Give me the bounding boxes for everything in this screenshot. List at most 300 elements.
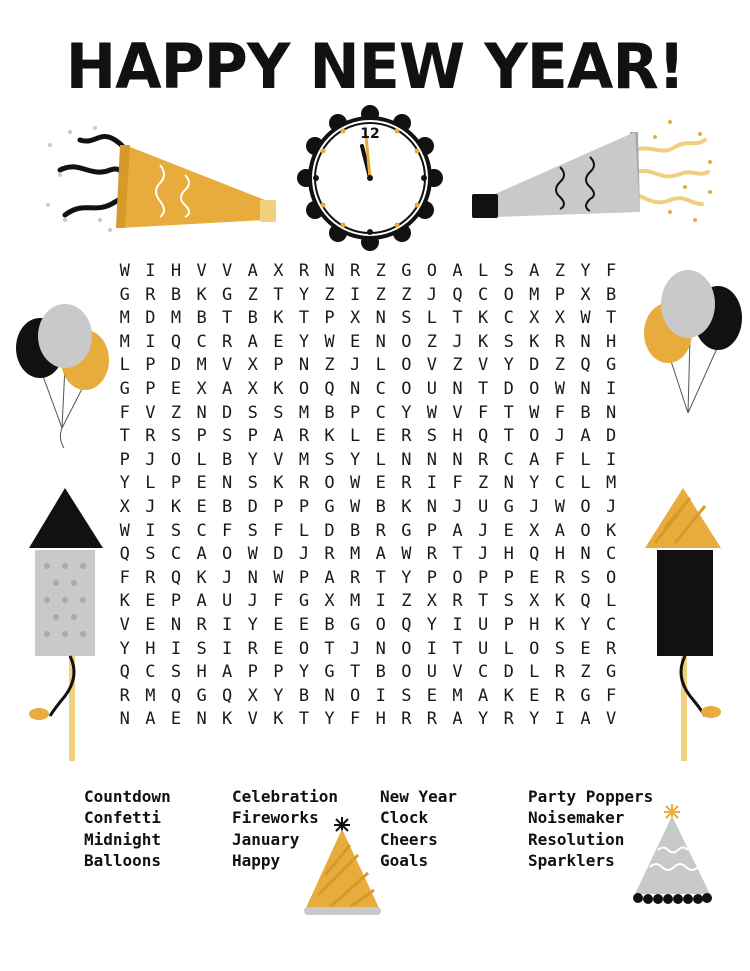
grid-letter: E [580, 638, 591, 659]
grid-letter: W [426, 402, 438, 423]
grid-letter: G [324, 496, 335, 517]
grid-letter: M [529, 284, 540, 305]
grid-letter: A [580, 426, 591, 447]
grid-letter: B [375, 496, 386, 517]
grid-letter: P [170, 473, 182, 494]
grid-letter: N [324, 261, 335, 281]
grid-letter: A [554, 520, 566, 541]
grid-letter: T [477, 378, 489, 399]
grid-letter: L [375, 449, 386, 470]
grid-letter: C [170, 544, 182, 565]
grid-letter: V [196, 261, 207, 281]
grid-letter: D [324, 520, 335, 541]
firework-rocket-left-icon [25, 488, 120, 763]
grid-letter: R [554, 567, 566, 588]
grid-letter: I [426, 638, 438, 659]
grid-letter: L [580, 473, 591, 494]
grid-letter: B [170, 284, 182, 305]
grid-letter: O [426, 261, 438, 281]
grid-letter: R [452, 591, 463, 612]
grid-letter: P [273, 355, 284, 376]
grid-letter: Q [170, 685, 182, 706]
grid-letter: T [503, 402, 514, 423]
grid-letter: O [401, 378, 412, 399]
grid-letter: X [350, 308, 361, 329]
grid-letter: W [273, 567, 284, 588]
grid-letter: P [170, 591, 182, 612]
grid-letter: Z [452, 355, 463, 376]
word-list-item: Midnight [84, 829, 162, 849]
grid-letter: K [222, 709, 233, 730]
grid-letter: A [375, 544, 386, 565]
grid-letter: G [605, 355, 617, 376]
grid-letter: Y [401, 567, 412, 588]
grid-letter: I [375, 685, 386, 706]
grid-letter: M [119, 308, 130, 329]
grid-letter: T [222, 308, 233, 329]
grid-letter: E [170, 709, 182, 730]
grid-letter: Q [401, 614, 412, 635]
grid-letter: N [247, 567, 258, 588]
grid-letter: N [298, 355, 310, 376]
grid-letter: R [554, 331, 566, 352]
grid-letter: Q [324, 378, 335, 399]
grid-letter: O [580, 520, 591, 541]
grid-letter: F [554, 449, 566, 470]
grid-letter: Q [452, 284, 463, 305]
grid-letter: Q [529, 544, 540, 565]
grid-letter: M [350, 544, 361, 565]
grid-letter: W [350, 496, 361, 517]
word-list-item: Party Poppers [528, 787, 654, 806]
grid-letter: J [477, 544, 489, 565]
grid-letter: A [273, 426, 284, 447]
grid-letter: R [426, 544, 438, 565]
grid-letter: I [375, 591, 386, 612]
grid-letter: Z [401, 591, 412, 612]
grid-letter: L [196, 449, 207, 470]
grid-letter: R [554, 662, 566, 683]
grid-letter: Y [119, 638, 130, 659]
grid-letter: D [247, 496, 258, 517]
grid-letter: N [375, 308, 386, 329]
clock-icon [300, 108, 440, 248]
grid-letter: V [452, 662, 463, 683]
grid-letter: Z [401, 284, 412, 305]
grid-letter: H [145, 638, 156, 659]
grid-letter: W [529, 402, 540, 423]
grid-letter: T [452, 544, 463, 565]
grid-letter: F [222, 520, 233, 541]
grid-letter: Z [477, 473, 489, 494]
grid-letter: K [273, 308, 284, 329]
grid-letter: O [529, 638, 540, 659]
grid-letter: S [554, 638, 566, 659]
grid-letter: J [452, 331, 463, 352]
grid-letter: Y [350, 449, 361, 470]
grid-letter: O [529, 426, 540, 447]
grid-letter: H [529, 614, 540, 635]
grid-letter: K [119, 591, 130, 612]
grid-letter: D [273, 544, 284, 565]
grid-letter: Z [375, 261, 386, 281]
grid-letter: R [119, 685, 130, 706]
grid-letter: R [196, 614, 207, 635]
grid-letter: P [426, 520, 438, 541]
grid-letter: J [605, 496, 617, 517]
grid-letter: R [350, 261, 361, 281]
grid-letter: P [273, 496, 284, 517]
grid-letter: B [222, 496, 233, 517]
grid-letter: K [605, 520, 617, 541]
grid-letter: T [452, 308, 463, 329]
grid-letter: S [273, 402, 284, 423]
grid-letter: T [452, 638, 463, 659]
grid-letter: Y [580, 261, 591, 281]
grid-letter: O [452, 567, 463, 588]
grid-letter: B [605, 284, 617, 305]
party-horn-left-icon [40, 120, 280, 240]
word-list-item: Confetti [84, 808, 162, 828]
grid-letter: S [503, 261, 514, 281]
grid-letter: I [145, 520, 156, 541]
grid-letter: H [196, 662, 207, 683]
grid-letter: G [350, 614, 361, 635]
grid-letter: P [503, 614, 514, 635]
grid-letter: N [605, 402, 617, 423]
grid-letter: X [529, 591, 540, 612]
grid-letter: G [401, 261, 412, 281]
firework-rocket-right-icon [645, 488, 740, 763]
grid-letter: M [298, 449, 310, 470]
grid-letter: B [222, 449, 233, 470]
grid-letter: Z [426, 331, 438, 352]
grid-letter: K [477, 331, 489, 352]
grid-letter: M [605, 473, 617, 494]
grid-letter: S [324, 449, 335, 470]
grid-letter: N [222, 473, 233, 494]
grid-letter: J [247, 591, 258, 612]
grid-letter: R [247, 638, 258, 659]
word-list-item: Sparklers [528, 850, 615, 870]
grid-letter: T [477, 591, 489, 612]
grid-letter: D [145, 308, 156, 329]
grid-letter: D [605, 426, 617, 447]
grid-letter: X [273, 261, 284, 281]
grid-letter: C [605, 614, 617, 635]
grid-letter: Q [580, 355, 591, 376]
grid-letter: Z [324, 284, 335, 305]
grid-letter: A [529, 449, 540, 470]
grid-letter: I [605, 378, 617, 399]
grid-letter: J [426, 284, 438, 305]
grid-letter: X [196, 378, 207, 399]
grid-letter: R [222, 331, 233, 352]
grid-letter: V [452, 402, 463, 423]
grid-letter: K [170, 496, 182, 517]
grid-letter: Q [119, 544, 130, 565]
grid-letter: F [350, 709, 361, 730]
word-list-column-1 [84, 786, 171, 871]
grid-letter: C [477, 284, 489, 305]
grid-letter: E [196, 473, 207, 494]
grid-letter: O [222, 544, 233, 565]
grid-letter: A [196, 544, 207, 565]
grid-letter: S [426, 426, 438, 447]
grid-letter: Y [247, 449, 258, 470]
grid-letter: D [529, 355, 540, 376]
grid-letter: X [529, 520, 540, 541]
grid-letter: N [426, 449, 438, 470]
grid-letter: J [145, 496, 156, 517]
grid-letter: F [273, 591, 284, 612]
grid-letter: I [426, 473, 438, 494]
grid-letter: E [273, 331, 284, 352]
grid-letter: N [375, 638, 386, 659]
grid-letter: K [401, 496, 412, 517]
grid-letter: R [145, 567, 156, 588]
grid-letter: Z [554, 261, 566, 281]
grid-letter: C [196, 331, 207, 352]
grid-letter: M [170, 308, 182, 329]
grid-letter: I [605, 449, 617, 470]
grid-letter: C [605, 544, 617, 565]
grid-letter: O [324, 473, 335, 494]
grid-letter: B [324, 402, 335, 423]
grid-letter: I [222, 638, 233, 659]
grid-letter: A [477, 685, 489, 706]
grid-letter: P [145, 355, 156, 376]
grid-letter: C [196, 520, 207, 541]
grid-letter: X [247, 685, 258, 706]
grid-letter: O [401, 355, 412, 376]
grid-letter: N [324, 685, 335, 706]
grid-letter: A [196, 591, 207, 612]
grid-letter: W [580, 308, 591, 329]
grid-letter: I [452, 614, 463, 635]
grid-letter: M [298, 402, 310, 423]
grid-letter: K [529, 331, 540, 352]
grid-letter: M [350, 591, 361, 612]
grid-letter: A [452, 709, 463, 730]
grid-letter: S [170, 520, 182, 541]
grid-letter: I [145, 261, 156, 281]
grid-letter: Y [298, 662, 310, 683]
grid-letter: J [222, 567, 233, 588]
grid-letter: G [580, 685, 591, 706]
grid-letter: R [350, 567, 361, 588]
grid-letter: P [426, 567, 438, 588]
grid-letter: B [375, 662, 386, 683]
grid-letter: L [119, 355, 130, 376]
grid-letter: Q [222, 685, 233, 706]
grid-letter: G [298, 591, 310, 612]
grid-letter: Y [247, 614, 258, 635]
grid-letter: K [273, 378, 284, 399]
grid-letter: W [119, 261, 130, 281]
grid-letter: N [580, 378, 591, 399]
grid-letter: L [426, 308, 438, 329]
grid-letter: J [350, 355, 361, 376]
grid-letter: A [247, 261, 258, 281]
grid-letter: E [375, 426, 386, 447]
grid-letter: P [554, 284, 566, 305]
word-list-item: Happy [232, 850, 281, 870]
grid-letter: P [503, 567, 514, 588]
grid-letter: J [452, 496, 463, 517]
grid-letter: V [222, 261, 233, 281]
balloons-right-icon [640, 268, 745, 428]
grid-letter: N [119, 709, 130, 730]
grid-letter: B [298, 685, 310, 706]
grid-letter: R [503, 709, 514, 730]
grid-letter: I [350, 284, 361, 305]
grid-letter: J [554, 426, 566, 447]
grid-letter: D [503, 378, 514, 399]
grid-letter: N [426, 496, 438, 517]
grid-letter: X [426, 591, 438, 612]
grid-letter: S [503, 331, 514, 352]
grid-letter: Z [580, 662, 591, 683]
grid-letter: N [350, 378, 361, 399]
grid-letter: O [298, 638, 310, 659]
grid-letter: E [273, 638, 284, 659]
grid-letter: P [196, 426, 207, 447]
grid-letter: L [375, 355, 386, 376]
balloons-left-icon [10, 298, 110, 458]
grid-letter: A [452, 261, 463, 281]
grid-letter: I [170, 638, 182, 659]
word-list-column-3 [380, 786, 457, 871]
grid-letter: R [298, 473, 310, 494]
grid-letter: M [452, 685, 463, 706]
grid-letter: S [145, 544, 156, 565]
grid-letter: I [145, 331, 156, 352]
grid-letter: H [170, 261, 182, 281]
grid-letter: V [477, 355, 489, 376]
grid-letter: Z [554, 355, 566, 376]
grid-letter: A [222, 378, 233, 399]
grid-letter: X [580, 284, 591, 305]
grid-letter: O [401, 638, 412, 659]
grid-letter: N [452, 449, 463, 470]
grid-letter: C [477, 662, 489, 683]
grid-letter: C [145, 662, 156, 683]
grid-letter: O [375, 614, 386, 635]
grid-letter: S [401, 685, 412, 706]
word-list-item: Resolution [528, 829, 625, 849]
grid-letter: D [503, 662, 514, 683]
grid-letter: K [196, 284, 207, 305]
grid-letter: F [452, 473, 463, 494]
word-list-item: Celebration [232, 787, 338, 806]
grid-letter: F [554, 402, 566, 423]
grid-letter: L [605, 591, 617, 612]
grid-letter: Y [401, 402, 412, 423]
grid-letter: Y [529, 709, 540, 730]
word-list-item: Countdown [84, 787, 171, 806]
grid-letter: A [452, 520, 463, 541]
grid-letter: X [554, 308, 566, 329]
grid-letter: H [503, 544, 514, 565]
grid-letter: O [529, 378, 540, 399]
grid-letter: E [426, 685, 438, 706]
grid-letter: O [298, 378, 310, 399]
grid-letter: Y [426, 614, 438, 635]
grid-letter: O [170, 449, 182, 470]
grid-letter: X [119, 496, 130, 517]
grid-letter: T [273, 284, 284, 305]
grid-letter: B [324, 614, 335, 635]
grid-letter: O [503, 284, 514, 305]
grid-letter: E [375, 473, 386, 494]
grid-letter: I [554, 709, 566, 730]
grid-letter: F [273, 520, 284, 541]
grid-letter: V [605, 709, 617, 730]
word-list-item: Clock [380, 808, 429, 828]
grid-letter: X [247, 378, 258, 399]
word-list-item: Fireworks [232, 808, 319, 828]
grid-letter: T [324, 638, 335, 659]
grid-letter: P [247, 662, 258, 683]
grid-letter: N [401, 449, 412, 470]
grid-letter: J [477, 520, 489, 541]
page-title: HAPPY NEW YEAR! [65, 30, 685, 103]
grid-letter: E [529, 567, 540, 588]
grid-letter: V [247, 709, 258, 730]
grid-letter: T [298, 308, 310, 329]
grid-letter: N [452, 378, 463, 399]
grid-letter: G [605, 662, 617, 683]
grid-letter: F [605, 261, 617, 281]
grid-letter: S [222, 426, 233, 447]
word-list-item: Balloons [84, 850, 162, 870]
grid-letter: D [222, 402, 233, 423]
grid-letter: R [477, 449, 489, 470]
grid-letter: G [222, 284, 233, 305]
grid-letter: Q [170, 567, 182, 588]
grid-letter: I [222, 614, 233, 635]
grid-letter: P [273, 662, 284, 683]
grid-letter: G [196, 685, 207, 706]
grid-letter: Y [273, 685, 284, 706]
word-list-item: January [232, 829, 300, 849]
grid-letter: S [196, 638, 207, 659]
grid-letter: K [273, 473, 284, 494]
grid-letter: O [350, 685, 361, 706]
grid-letter: U [477, 614, 489, 635]
grid-letter: L [298, 520, 310, 541]
grid-letter: S [580, 567, 591, 588]
grid-letter: Y [580, 614, 591, 635]
grid-letter: S [170, 662, 182, 683]
grid-letter: P [119, 449, 130, 470]
grid-letter: N [503, 473, 514, 494]
grid-letter: H [375, 709, 386, 730]
grid-letter: P [477, 567, 489, 588]
grid-letter: A [324, 567, 335, 588]
grid-letter: O [580, 496, 591, 517]
grid-letter: U [477, 496, 489, 517]
grid-letter: S [170, 426, 182, 447]
grid-letter: R [324, 544, 335, 565]
grid-letter: P [350, 402, 361, 423]
grid-letter: E [350, 331, 361, 352]
grid-letter: R [298, 261, 310, 281]
grid-letter: G [119, 284, 130, 305]
grid-letter: E [298, 614, 310, 635]
grid-letter: T [375, 567, 386, 588]
